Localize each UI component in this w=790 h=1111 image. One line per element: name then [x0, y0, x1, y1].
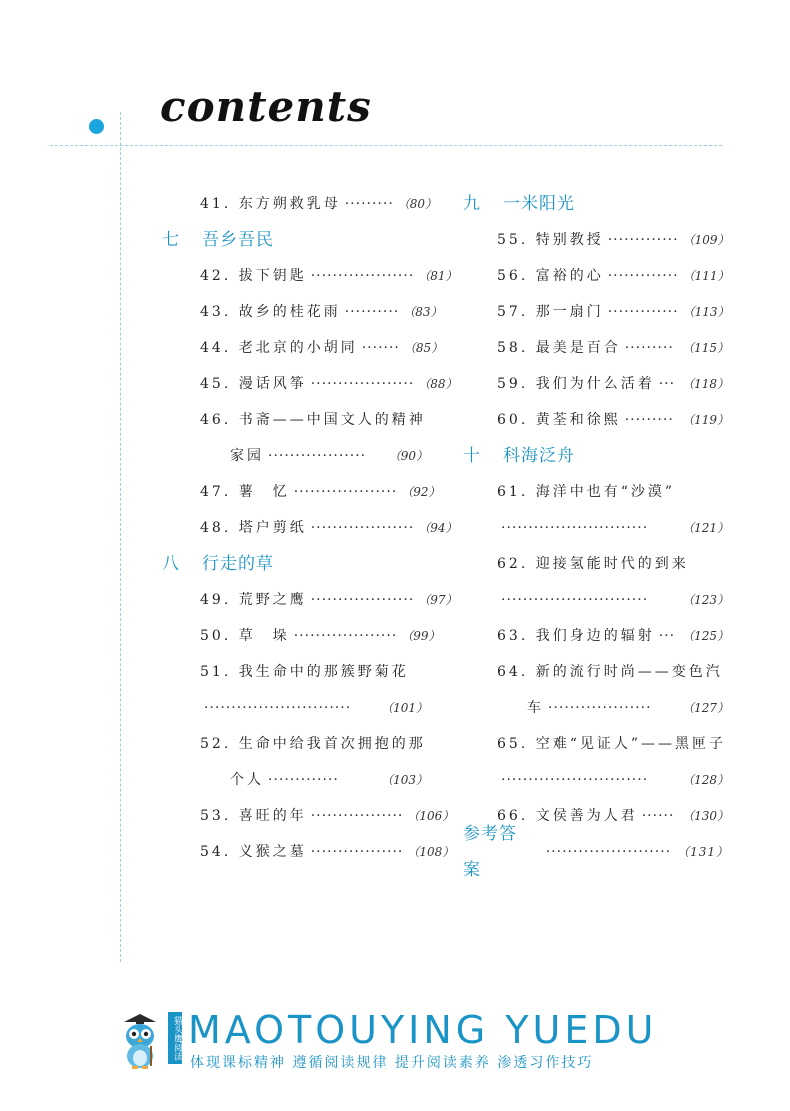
entry-line	[200, 402, 428, 438]
toc-entry[interactable]	[162, 402, 428, 438]
entry-line	[497, 618, 729, 654]
toc-entry[interactable]	[162, 258, 458, 294]
entry-line	[200, 618, 441, 654]
entry-line	[200, 186, 438, 222]
leader-dots: ·············	[607, 268, 679, 284]
toc-entry-answers[interactable]	[463, 824, 729, 880]
page-number: （85）	[403, 341, 444, 355]
section-heading	[162, 546, 428, 582]
leader-dots: ···················	[293, 484, 398, 500]
section-title: 行走的草	[202, 554, 274, 574]
leader-dots: ·········	[624, 412, 674, 428]
page-number: （131）	[677, 845, 729, 859]
entry-line	[497, 510, 729, 546]
entry-line	[497, 222, 729, 258]
toc-entry[interactable]	[463, 618, 729, 654]
page-number: （127）	[682, 701, 729, 715]
toc-entry[interactable]	[463, 294, 729, 330]
leader-dots: ···················	[548, 700, 652, 716]
entry-title: 52. 生命中给我首次拥抱的那	[200, 736, 426, 752]
entry-line	[200, 330, 444, 366]
page-number: （108）	[407, 845, 455, 859]
entry-line	[497, 330, 729, 366]
bullet-dot	[89, 119, 104, 134]
page-number: （125）	[682, 629, 729, 643]
toc-entry[interactable]	[162, 330, 444, 366]
entry-line	[200, 690, 428, 726]
page-number: （113）	[682, 305, 730, 319]
page-number: （111）	[682, 269, 730, 283]
section-number: 七	[162, 230, 180, 250]
entry-title: 47. 薯 忆	[200, 484, 290, 500]
page-number: （115）	[682, 341, 729, 355]
toc-entry-continuation[interactable]	[463, 582, 729, 618]
toc-entry[interactable]	[463, 546, 729, 582]
page-number: （130）	[682, 809, 729, 823]
entry-title: 63. 我们身边的辐射	[497, 628, 655, 644]
entry-line	[200, 582, 458, 618]
entry-line	[497, 726, 729, 762]
leader-dots: ·············	[268, 772, 339, 788]
page-title: contents	[160, 82, 372, 131]
entry-line	[230, 762, 428, 798]
entry-title: 62. 迎接氢能时代的到来	[497, 556, 689, 572]
margin-divider	[120, 112, 121, 962]
page-number: （99）	[401, 629, 441, 643]
entry-line	[497, 402, 729, 438]
entry-line	[497, 762, 729, 798]
entry-title: 42. 拔下钥匙	[200, 268, 307, 284]
leader-dots: ······	[641, 808, 675, 824]
entry-line	[497, 258, 729, 294]
page-number: （106）	[407, 809, 455, 823]
section-title: 科海泛舟	[503, 446, 575, 466]
brand-slogan: 体现课标精神 遵循阅读规律 提升阅读素养 渗透习作技巧	[190, 1055, 594, 1071]
entry-title: 56. 富裕的心	[497, 268, 604, 284]
page-number: （128）	[682, 773, 729, 787]
entry-line	[497, 294, 729, 330]
entry-title: 65. 空难“见证人”——黑匣子	[497, 736, 727, 752]
leader-dots: ···················	[293, 628, 398, 644]
brand-badge: 猫头鹰阅读	[168, 1012, 182, 1064]
entry-title: 51. 我生命中的那簇野菊花	[200, 664, 409, 680]
toc-entry[interactable]	[463, 654, 729, 690]
toc-entry[interactable]	[162, 186, 438, 222]
entry-line	[200, 474, 441, 510]
entry-line	[230, 438, 428, 474]
entry-line	[200, 258, 458, 294]
leader-dots: ···················	[310, 268, 415, 284]
owl-mascot-icon	[116, 1012, 164, 1070]
toc-entry-continuation[interactable]	[463, 690, 729, 726]
entry-title: 41. 东方朔救乳母	[200, 196, 341, 212]
section-heading	[463, 186, 729, 222]
entry-line	[200, 654, 428, 690]
page-number: （97）	[418, 593, 458, 607]
entry-title: 45. 漫话风筝	[200, 376, 307, 392]
page-number: （80）	[397, 197, 438, 211]
brand-name: MAOTOUYING YUEDU	[188, 1008, 658, 1052]
page-number: （83）	[403, 305, 443, 319]
leader-dots: ·············	[607, 232, 679, 248]
toc-entry-continuation[interactable]	[162, 438, 428, 474]
page-number: （81）	[418, 269, 458, 283]
entry-line	[200, 798, 455, 834]
section-number: 八	[162, 554, 180, 574]
page-number: （119）	[682, 413, 729, 427]
leader-dots: ·················	[310, 808, 404, 824]
toc-entry[interactable]	[162, 582, 458, 618]
leader-dots: ·············	[607, 304, 679, 320]
page-number: （92）	[401, 485, 441, 499]
toc-entry[interactable]	[463, 330, 729, 366]
leader-dots: ··········	[344, 304, 400, 320]
section-title: 一米阳光	[503, 194, 575, 214]
entry-line	[200, 726, 428, 762]
leader-dots: ·······	[361, 340, 400, 356]
toc-entry[interactable]	[162, 798, 455, 834]
entry-title: 61. 海洋中也有“沙漠”	[497, 484, 676, 500]
toc-entry-continuation[interactable]	[162, 762, 428, 798]
entry-line	[527, 690, 729, 726]
toc-entry[interactable]	[463, 402, 729, 438]
section-heading	[463, 438, 729, 474]
toc-entry[interactable]	[463, 258, 729, 294]
entry-title: 43. 故乡的桂花雨	[200, 304, 341, 320]
leader-dots: ··················	[268, 448, 367, 464]
page-number: （123）	[682, 593, 729, 607]
toc-entry[interactable]	[162, 834, 455, 870]
entry-line	[497, 366, 729, 402]
toc-entry[interactable]	[162, 510, 458, 546]
toc-entry-continuation[interactable]	[463, 510, 729, 546]
toc-entry-continuation[interactable]	[162, 690, 428, 726]
toc-entry[interactable]	[162, 618, 441, 654]
entry-title: 个人	[230, 772, 264, 788]
entry-line	[497, 654, 729, 690]
entry-line	[497, 546, 729, 582]
page-number: （88）	[418, 377, 458, 391]
entry-title: 59. 我们为什么活着	[497, 376, 655, 392]
toc-entry[interactable]	[463, 366, 729, 402]
toc-entry[interactable]	[463, 222, 729, 258]
toc-entry-continuation[interactable]	[463, 762, 729, 798]
entry-title: 55. 特别教授	[497, 232, 604, 248]
toc-entry[interactable]	[463, 474, 729, 510]
leader-dots: ·········	[624, 340, 674, 356]
leader-dots: ···	[658, 628, 676, 644]
entry-line	[497, 798, 729, 834]
leader-dots: ·········	[344, 196, 394, 212]
section-title: 参考答案	[463, 824, 517, 880]
page-number: （101）	[381, 701, 428, 715]
entry-title: 49. 荒野之鹰	[200, 592, 307, 608]
leader-dots: ···················	[310, 592, 415, 608]
brand-footer	[116, 1008, 716, 1078]
entry-title: 57. 那一扇门	[497, 304, 604, 320]
leader-dots: ···················	[310, 520, 415, 536]
page-number: （121）	[682, 521, 729, 535]
toc-entry[interactable]	[162, 726, 428, 762]
page-number: （109）	[682, 233, 730, 247]
toc-entry[interactable]	[463, 726, 729, 762]
section-number: 九	[463, 194, 481, 214]
entry-line	[200, 510, 458, 546]
toc-left-column	[162, 186, 458, 870]
leader-dots: ·······················	[545, 844, 672, 860]
toc-entry[interactable]	[162, 654, 428, 690]
entry-line	[200, 366, 458, 402]
leader-dots: ···················	[310, 376, 415, 392]
toc-entry[interactable]	[162, 474, 441, 510]
toc-entry[interactable]	[162, 366, 458, 402]
page-number: （118）	[682, 377, 729, 391]
section-number: 十	[463, 446, 481, 466]
entry-title: 58. 最美是百合	[497, 340, 621, 356]
toc-right-column	[463, 186, 730, 880]
toc-entry[interactable]	[162, 294, 443, 330]
entry-title: 53. 喜旺的年	[200, 808, 307, 824]
entry-title: 48. 塔户剪纸	[200, 520, 307, 536]
entry-title: 车	[527, 700, 544, 716]
entry-line	[200, 294, 443, 330]
page-number: （94）	[418, 521, 458, 535]
header-divider	[50, 145, 722, 146]
entry-title: 66. 文侯善为人君	[497, 808, 638, 824]
entry-title: 50. 草 垛	[200, 628, 290, 644]
entry-line	[200, 834, 455, 870]
entry-title: 44. 老北京的小胡同	[200, 340, 358, 356]
entry-title: 46. 书斋——中国文人的精神	[200, 412, 426, 428]
leader-dots: ·················	[310, 844, 404, 860]
page-number: （90）	[388, 449, 428, 463]
leader-dots: ···	[658, 376, 676, 392]
leader-dots: ···························	[501, 772, 649, 788]
section-heading	[162, 222, 428, 258]
section-title: 吾乡吾民	[202, 230, 274, 250]
entry-title: 60. 黄荃和徐熙	[497, 412, 621, 428]
entry-line	[497, 474, 729, 510]
leader-dots: ···························	[501, 592, 649, 608]
leader-dots: ···························	[501, 520, 649, 536]
entry-title: 64. 新的流行时尚——变色汽	[497, 664, 723, 680]
entry-title: 54. 义猴之墓	[200, 844, 307, 860]
page-number: （103）	[381, 773, 428, 787]
leader-dots: ···························	[204, 700, 352, 716]
entry-line	[497, 582, 729, 618]
entry-title: 家园	[230, 448, 264, 464]
